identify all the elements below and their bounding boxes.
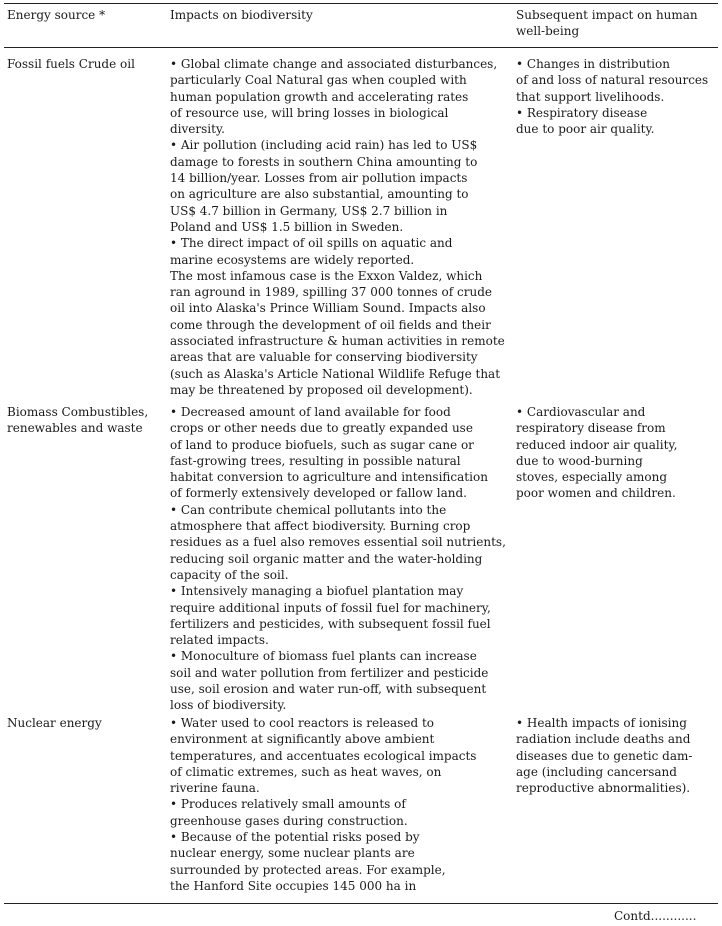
cell-text-line: marine ecosystems are widely reported. bbox=[170, 252, 415, 267]
cell-text-line: diversity. bbox=[170, 122, 225, 137]
cell-text-line: • Intensively managing a biofuel plantation may bbox=[170, 584, 464, 599]
cell-text-line: ran aground in 1989, spilling 37 000 tonnes of crude bbox=[170, 285, 492, 300]
cell-text-line: residues as a fuel also removes essential soil nutrients, bbox=[170, 535, 506, 550]
header-human-wellbeing-line: Subsequent impact on human bbox=[516, 8, 698, 22]
biodiversity-impact-cell bbox=[170, 56, 520, 398]
cell-text-line: due to wood-burning bbox=[516, 453, 643, 468]
energy-source-cell bbox=[7, 715, 167, 731]
cell-text-line: damage to forests in southern China amounting to bbox=[170, 154, 478, 169]
cell-text-line: related impacts. bbox=[170, 633, 269, 648]
cell-text-line: reducing soil organic matter and the water-holding bbox=[170, 551, 483, 566]
cell-text-line: • Air pollution (including acid rain) has led to US$ bbox=[170, 138, 478, 153]
cell-text-line: 14 billion/year. Losses from air pollution impacts bbox=[170, 171, 468, 186]
cell-text-line: the Hanford Site occupies 145 000 ha in bbox=[170, 878, 417, 893]
cell-text-line: reproductive abnormalities). bbox=[516, 781, 691, 796]
cell-text-line: Biomass Combustibles, bbox=[7, 405, 149, 419]
cell-text-line: poor women and children. bbox=[516, 486, 676, 501]
energy-source-cell bbox=[7, 404, 167, 437]
header-human-wellbeing-line: well-being bbox=[516, 24, 580, 38]
cell-text-line: • Because of the potential risks posed by bbox=[170, 830, 420, 845]
cell-text-line: • Global climate change and associated disturbances, bbox=[170, 57, 498, 71]
cell-text-line: reduced indoor air quality, bbox=[516, 437, 678, 452]
cell-text-line: • Respiratory disease bbox=[516, 105, 648, 120]
cell-text-line: • The direct impact of oil spills on aquatic and bbox=[170, 236, 453, 251]
biodiversity-impact-cell bbox=[170, 404, 520, 714]
cell-text-line: soil and water pollution from fertilizer and pesticide bbox=[170, 665, 489, 680]
cell-text-line: on agriculture are also substantial, amounting to bbox=[170, 187, 469, 202]
cell-text-line: oil into Alaska's Prince William Sound. Impacts also bbox=[170, 301, 486, 316]
cell-text-line: may be threatened by proposed oil development). bbox=[170, 382, 473, 397]
cell-text-line: habitat conversion to agriculture and intensification bbox=[170, 470, 488, 485]
cell-text-line: • Decreased amount of land available for food bbox=[170, 405, 451, 419]
cell-text-line: fast-growing trees, resulting in possible natural bbox=[170, 453, 461, 468]
cell-text-line: • Can contribute chemical pollutants into the bbox=[170, 502, 447, 517]
cell-text-line: greenhouse gases during construction. bbox=[170, 813, 408, 828]
header-rule bbox=[4, 47, 718, 48]
cell-text-line: of climatic extremes, such as heat waves, on bbox=[170, 764, 442, 779]
cell-text-line: areas that are valuable for conserving biodiversity bbox=[170, 350, 478, 365]
cell-text-line: • Produces relatively small amounts of bbox=[170, 797, 406, 812]
cell-text-line: stoves, especially among bbox=[516, 470, 668, 485]
cell-text-line: respiratory disease from bbox=[516, 421, 666, 436]
cell-text-line: • Changes in distribution bbox=[516, 57, 670, 71]
cell-text-line: surrounded by protected areas. For example, bbox=[170, 862, 446, 877]
top-rule bbox=[4, 3, 718, 4]
header-impacts-biodiversity: Impacts on biodiversity bbox=[170, 8, 313, 22]
cell-text-line: nuclear energy, some nuclear plants are bbox=[170, 846, 415, 861]
cell-text-line: due to poor air quality. bbox=[516, 122, 655, 137]
biodiversity-impact-cell bbox=[170, 715, 520, 894]
cell-text-line: of formerly extensively developed or fallow land. bbox=[170, 486, 467, 501]
human-wellbeing-cell bbox=[516, 56, 716, 137]
cell-text-line: renewables and waste bbox=[7, 421, 143, 436]
cell-text-line: US$ 4.7 billion in Germany, US$ 2.7 billion in bbox=[170, 203, 448, 218]
cell-text-line: associated infrastructure & human activities in remote bbox=[170, 334, 505, 349]
human-wellbeing-cell bbox=[516, 404, 716, 502]
cell-text-line: require additional inputs of fossil fuel for machinery, bbox=[170, 600, 491, 615]
cell-text-line: temperatures, and accentuates ecological impacts bbox=[170, 748, 477, 763]
cell-text-line: of land to produce biofuels, such as sugar cane or bbox=[170, 437, 474, 452]
cell-text-line: The most infamous case is the Exxon Valdez, which bbox=[170, 268, 483, 283]
cell-text-line: riverine fauna. bbox=[170, 781, 260, 796]
human-wellbeing-cell bbox=[516, 715, 716, 796]
cell-text-line: Nuclear energy bbox=[7, 716, 102, 730]
cell-text-line: (such as Alaska's Article National Wildlife Refuge that bbox=[170, 366, 501, 381]
cell-text-line: • Monoculture of biomass fuel plants can increase bbox=[170, 649, 477, 664]
cell-text-line: atmosphere that affect biodiversity. Burning crop bbox=[170, 519, 471, 534]
continued-note: Contd............ bbox=[614, 909, 697, 923]
cell-text-line: • Water used to cool reactors is released to bbox=[170, 716, 434, 730]
cell-text-line: • Cardiovascular and bbox=[516, 405, 646, 419]
cell-text-line: of resource use, will bring losses in biological bbox=[170, 105, 449, 120]
cell-text-line: Fossil fuels Crude oil bbox=[7, 57, 135, 71]
cell-text-line: come through the development of oil fields and their bbox=[170, 317, 491, 332]
cell-text-line: environment at significantly above ambient bbox=[170, 732, 435, 747]
cell-text-line: that support livelihoods. bbox=[516, 89, 665, 104]
bottom-rule bbox=[4, 903, 718, 904]
cell-text-line: use, soil erosion and water run-off, with subsequent bbox=[170, 682, 487, 697]
energy-source-cell bbox=[7, 56, 167, 72]
cell-text-line: fertilizers and pesticides, with subsequent fossil fuel bbox=[170, 616, 491, 631]
cell-text-line: diseases due to genetic dam- bbox=[516, 748, 693, 763]
cell-text-line: of and loss of natural resources bbox=[516, 73, 709, 88]
cell-text-line: loss of biodiversity. bbox=[170, 698, 287, 713]
cell-text-line: radiation include deaths and bbox=[516, 732, 691, 747]
header-human-wellbeing bbox=[516, 7, 716, 39]
cell-text-line: age (including cancersand bbox=[516, 764, 677, 779]
cell-text-line: Poland and US$ 1.5 billion in Sweden. bbox=[170, 219, 404, 234]
cell-text-line: • Health impacts of ionising bbox=[516, 716, 687, 730]
cell-text-line: particularly Coal Natural gas when coupled with bbox=[170, 73, 467, 88]
cell-text-line: human population growth and accelerating rates bbox=[170, 89, 469, 104]
cell-text-line: capacity of the soil. bbox=[170, 567, 289, 582]
header-energy-source: Energy source * bbox=[7, 8, 106, 22]
cell-text-line: crops or other needs due to greatly expanded use bbox=[170, 421, 473, 436]
